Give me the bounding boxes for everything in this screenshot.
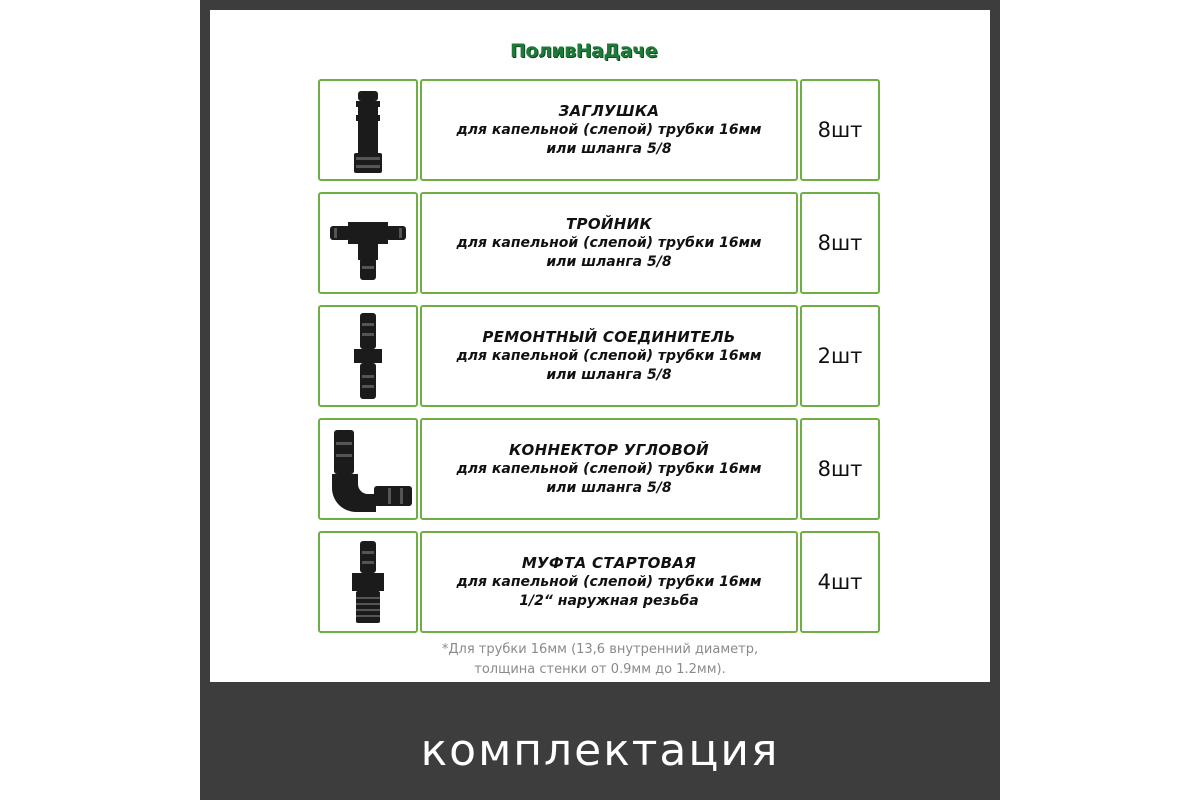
- footer-banner: [200, 700, 1000, 800]
- footnote-line: *Для трубки 16мм (13,6 внутренний диаметр,: [441, 642, 759, 657]
- item-spec: для капельной (слепой) трубки 16мм: [456, 460, 762, 477]
- item-image-cell: [318, 418, 418, 520]
- item-quantity-cell: [800, 79, 880, 181]
- item-title: ЗАГЛУШКА: [558, 101, 660, 120]
- item-quantity: 8шт: [817, 231, 863, 255]
- item-image-cell: [318, 192, 418, 294]
- item-spec-alt: 1/2“ наружная резьба: [519, 592, 699, 609]
- elbow-connector-icon: [320, 420, 416, 518]
- item-title: МУФТА СТАРТОВАЯ: [521, 553, 697, 572]
- item-row: [318, 79, 880, 181]
- item-spec-alt: или шланга 5/8: [546, 366, 672, 383]
- tee-fitting-icon: [320, 194, 416, 292]
- item-quantity-cell: [800, 531, 880, 633]
- item-row: [318, 305, 880, 407]
- footnote-line: толщина стенки от 0.9мм до 1.2мм).: [474, 662, 726, 677]
- item-row: [318, 418, 880, 520]
- item-description-cell: [420, 531, 798, 633]
- item-spec: для капельной (слепой) трубки 16мм: [456, 234, 762, 251]
- item-quantity: 8шт: [817, 118, 863, 142]
- item-description-cell: [420, 79, 798, 181]
- item-image-cell: [318, 79, 418, 181]
- item-row: [318, 192, 880, 294]
- item-spec: для капельной (слепой) трубки 16мм: [456, 121, 762, 138]
- plug-fitting-icon: [320, 81, 416, 179]
- item-spec-alt: или шланга 5/8: [546, 479, 672, 496]
- item-description-cell: [420, 305, 798, 407]
- item-spec: для капельной (слепой) трубки 16мм: [456, 347, 762, 364]
- item-description-cell: [420, 418, 798, 520]
- item-quantity: 4шт: [817, 570, 863, 594]
- item-title: ТРОЙНИК: [566, 214, 652, 233]
- item-spec: для капельной (слепой) трубки 16мм: [456, 573, 762, 590]
- brand-logo: [510, 36, 690, 62]
- item-description-cell: [420, 192, 798, 294]
- item-quantity-cell: [800, 418, 880, 520]
- footnote: [210, 640, 990, 680]
- item-image-cell: [318, 531, 418, 633]
- logo-text: ПоливНаДаче: [510, 40, 658, 62]
- item-quantity-cell: [800, 192, 880, 294]
- repair-connector-icon: [320, 307, 416, 405]
- item-quantity: 2шт: [817, 344, 863, 368]
- item-title: КОННЕКТОР УГЛОВОЙ: [509, 440, 709, 459]
- item-spec-alt: или шланга 5/8: [546, 253, 672, 270]
- item-title: РЕМОНТНЫЙ СОЕДИНИТЕЛЬ: [482, 327, 736, 346]
- item-spec-alt: или шланга 5/8: [546, 140, 672, 157]
- item-row: [318, 531, 880, 633]
- start-coupling-icon: [320, 533, 416, 631]
- footer-title: комплектация: [420, 724, 780, 776]
- item-quantity-cell: [800, 305, 880, 407]
- item-quantity: 8шт: [817, 457, 863, 481]
- item-image-cell: [318, 305, 418, 407]
